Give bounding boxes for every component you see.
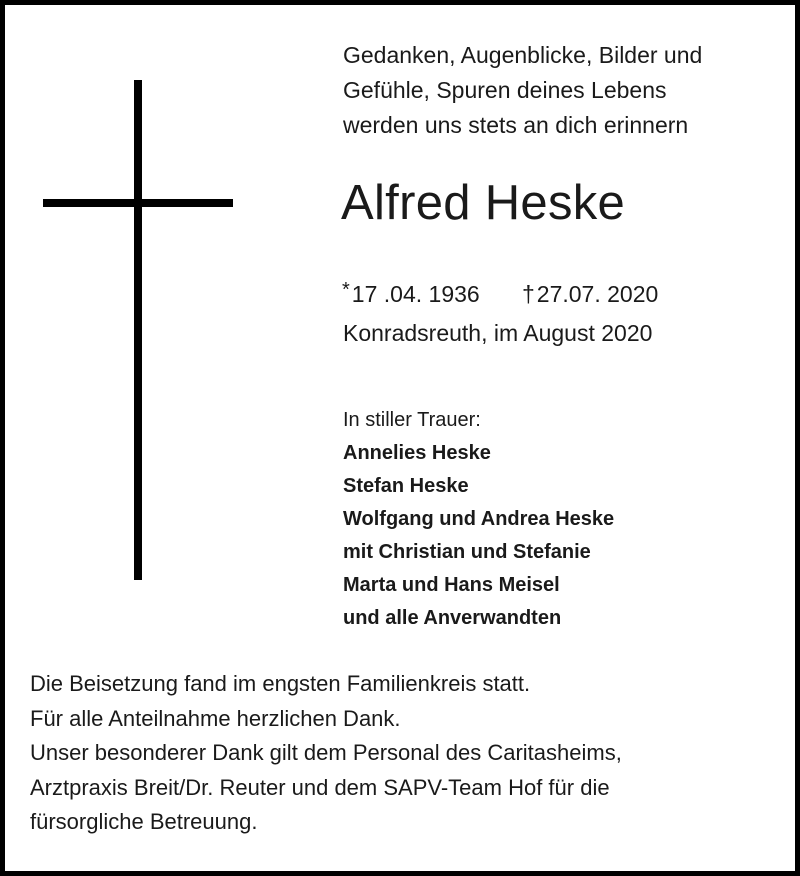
birth-symbol: * [342,279,350,301]
motto-verse [343,38,783,143]
deceased-name: Alfred Heske [341,176,626,230]
mourner-name: Stefan Heske [343,475,469,497]
closing-line: fürsorgliche Betreuung. [30,809,258,834]
motto-line: Gedanken, Augenblicke, Bilder und [343,42,703,68]
death-date: 27.07. 2020 [536,281,659,307]
birth-info [342,272,522,312]
place-and-date: Konradsreuth, im August 2020 [343,320,653,346]
closing-line: Unser besonderer Dank gilt dem Personal des Caritasheims, [30,740,622,765]
death-symbol: † [522,281,535,307]
mourner-name: mit Christian und Stefanie [343,541,591,563]
mourner-name: und alle Anverwandten [343,607,562,629]
birth-date: 17 .04. 1936 [351,281,480,307]
motto-line: Gefühle, Spuren deines Lebens [343,77,667,103]
cross-vertical-bar [134,80,142,580]
closing-line: Arztpraxis Breit/Dr. Reuter und dem SAPV-Team Hof für die [30,774,610,800]
closing-line: Die Beisetzung fand im engsten Familienkreis statt. [30,671,531,696]
death-info [522,281,658,307]
mourners-intro: In stiller Trauer: [343,409,481,431]
cross-horizontal-bar [43,199,233,207]
closing-line: Für alle Anteilnahme herzlichen Dank. [30,705,401,731]
life-dates [342,272,658,312]
mourner-name: Wolfgang und Andrea Heske [343,508,615,530]
closing-text [30,667,790,840]
mourners-list [343,404,614,635]
motto-line: werden uns stets an dich erinnern [343,112,689,138]
mourner-name: Annelies Heske [343,442,491,464]
mourner-name: Marta und Hans Meisel [343,574,560,596]
